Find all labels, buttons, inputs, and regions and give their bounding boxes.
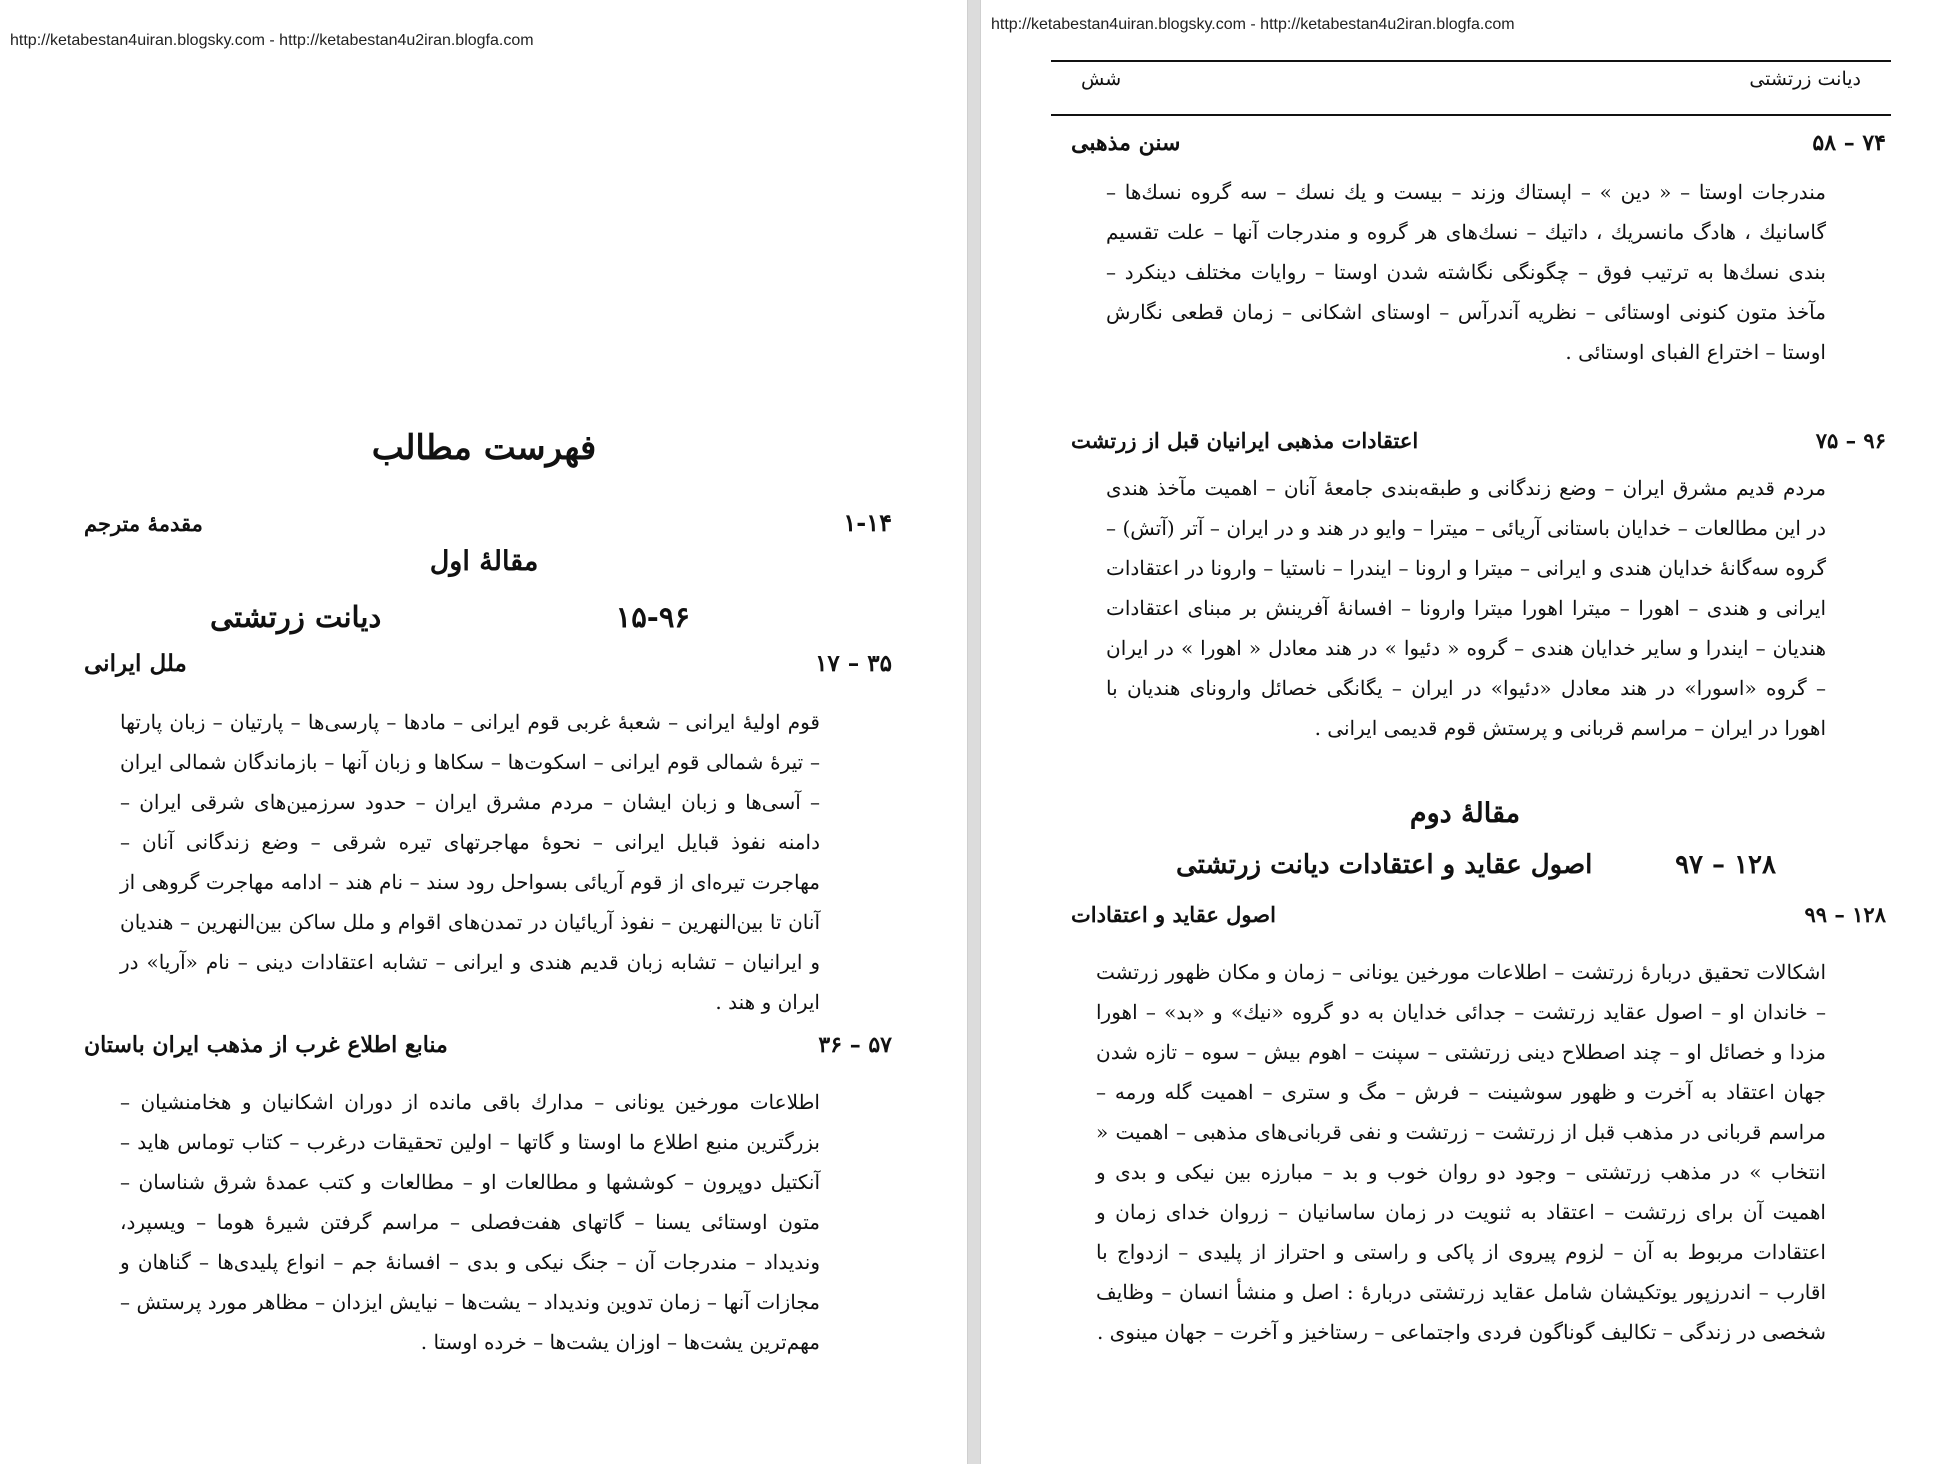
section-title: سنن مذهبی — [1071, 130, 1181, 156]
part-range: ۱۵-۹۶ — [615, 600, 690, 634]
section-entry — [1071, 902, 1886, 927]
article-heading: مقالهٔ دوم — [1409, 798, 1521, 829]
part-title: دیانت زرتشتی — [210, 600, 382, 634]
section-range: ۷۵ – ۹۶ — [1815, 428, 1886, 453]
header-rule-bottom — [1051, 114, 1891, 116]
preface-range: ۱-۱۴ — [843, 508, 892, 537]
section-summary: اشکالات تحقیق دربارهٔ زرتشت – اطلاعات مورخین یونانی – زمان و مکان ظهور زرتشت – خاندان او – اصول عقاید زرتشت – جدائی خدایان به دو گروه «نیك» و «بد» – اهورا مزدا و خصائل او – چند اصطلاح دینی زرتشتی – سپنت – اهوم بیش – سوه – تازه شدن جهان اعتقاد به آخرت و ظهور سوشینت – فرش – مگ و ستری – اهمیت گله ورمه – مراسم قربانی در مذهب قبل از زرتشت – زرتشت و نفی قربانی‌های مذهبی – اهمیت « انتخاب » در مذهب زرتشتی – وجود دو روان خوب و بد – مبارزه بین نیکی و بدی و اهمیت آن برای زرتشت – اعتقاد به ثنویت در زمان ساسانیان – زروان خدای زمان و اعتقادات مربوط به آن – لزوم پیروی از پاکی و راستی و احتراز از پلیدی – ازدواج با اقارب – اندرزپور یوتکیشان شامل عقاید زرتشتی دربارهٔ : اصل و منشأ انسان – وظایف شخصی در زندگی – تکالیف گوناگون فردی واجتماعی – رستاخیز و آخرت – جهان مینوی . — [1096, 960, 1826, 1344]
preface-title: مقدمهٔ مترجم — [84, 511, 203, 536]
section-summary: مندرجات اوستا – « دین » – اپستاك وزند – بیست و یك نسك – سه گروه نسك‌ها – گاسانیك ، هادگ مانسریك ، داتیك – نسك‌های هر گروه و مندرجات آنها – علت تقسیم بندی نسك‌ها به ترتیب فوق – چگونگی نگاشته شدن اوستا – روایات مختلف دینکرد – مآخذ متون کنونی اوستائی – نظریه آندرآس – اوستای اشکانی – زمان قطعی نگارش اوستا – اختراع الفبای اوستائی . — [1106, 180, 1826, 364]
section-range: ۵۸ – ۷۴ — [1812, 130, 1886, 156]
section-range: ۱۷ – ۳۵ — [815, 650, 892, 677]
section-range: ۳۶ – ۵۷ — [818, 1032, 892, 1058]
header-rule-top — [1051, 60, 1891, 62]
section-range: ۹۹ – ۱۲۸ — [1804, 902, 1886, 927]
running-title: دیانت زرتشتی — [1749, 68, 1861, 90]
section-entry — [1071, 130, 1886, 156]
part-range: ۹۷ – ۱۲۸ — [1675, 850, 1776, 880]
section-summary: اطلاعات مورخین یونانی – مدارك باقی مانده از دوران اشکانیان و هخامنشیان – بزرگترین منبع اطلاع ما اوستا و گاتها – اولین تحقیقات درغرب – کتاب توماس هاید – آنکتیل دوپرون – کوششها و مطالعات او – مطالعات و کتب عمدهٔ شرق شناسان – متون اوستائی یسنا – گاتهای هفت‌فصلی – مراسم گرفتن شیرهٔ هوما – ویسپرد، وندیداد – مندرجات آن – جنگ نیکی و بدی – افسانهٔ جم – انواع پلیدی‌ها – گناهان و مجازات آنها – زمان تدوین وندیداد – یشت‌ها – نیایش ایزدان – مظاهر مورد پرستش – مهم‌ترین یشت‌ها – اوزان یشت‌ها – خرده اوستا . — [120, 1090, 820, 1354]
watermark-url: http://ketabestan4uiran.blogsky.com - http://ketabestan4u2iran.blogfa.com — [10, 32, 534, 49]
toc-title: فهرست مطالب — [371, 428, 597, 468]
article-heading: مقالهٔ اول — [429, 546, 539, 577]
running-header — [1081, 68, 1861, 90]
section-title: اعتقادات مذهبی ایرانیان قبل از زرتشت — [1071, 428, 1419, 453]
preface-entry — [84, 508, 892, 537]
left-page — [0, 0, 968, 1464]
part-title: اصول عقاید و اعتقادات دیانت زرتشتی — [1176, 850, 1593, 880]
section-entry — [84, 1032, 892, 1058]
page-gutter — [968, 0, 980, 1464]
watermark-url: http://ketabestan4uiran.blogsky.com - http://ketabestan4u2iran.blogfa.com — [991, 16, 1515, 33]
right-page — [980, 0, 1948, 1464]
page-number: شش — [1081, 68, 1122, 90]
part-heading — [210, 600, 690, 634]
section-title: منابع اطلاع غرب از مذهب ایران باستان — [84, 1032, 448, 1058]
section-title: اصول عقاید و اعتقادات — [1071, 902, 1276, 927]
section-entry — [84, 650, 892, 677]
section-title: ملل ایرانی — [84, 650, 187, 677]
section-summary: قوم اولیهٔ ایرانی – شعبهٔ غربی قوم ایرانی – مادها – پارسی‌ها – پارتیان – زبان پارتها – تیرهٔ شمالی قوم ایرانی – اسکوت‌ها – سکاها و زبان آنها – بازماندگان شمالی ایران – آسی‌ها و زبان ایشان – مردم مشرق ایران – حدود سرزمین‌های شرقی ایران – دامنه نفوذ قبایل ایرانی – نحوهٔ مهاجرتهای تیره شرقی – وضع زندگانی آنان – مهاجرت تیره‌ای از قوم آریائی بسواحل رود سند – نام هند – ادامه مهاجرت گروهی از آنان تا بین‌النهرین – نفوذ آریائیان در تمدن‌های اقوام و ملل ساکن بین‌النهرین – هندیان و ایرانیان – تشابه زبان قدیم هندی و ایرانی – تشابه اعتقادات دینی – نام «آریا» در ایران و هند . — [120, 710, 820, 1014]
section-entry — [1071, 428, 1886, 453]
part-heading — [1176, 850, 1776, 880]
section-summary: مردم قدیم مشرق ایران – وضع زندگانی و طبقه‌بندی جامعهٔ آنان – اهمیت مآخذ هندی در این مطالعات – خدایان باستانی آریائی – میترا – وایو در هند و در ایران – آتر (آتش) – گروه سه‌گانهٔ خدایان هندی و ایرانی – میترا و ارونا – ایندرا – ناستیا – وارونا در اعتقادات ایرانی و هندی – اهورا – میترا اهورا میترا وارونا – افسانهٔ آفرینش بر مبنای اعتقادات هندیان – ایندرا و سایر خدایان هندی – گروه « دئیوا » در هند معادل « اهورا » در ایران – گروه «اسورا» در هند معادل «دئیوا» در ایران – یگانگی خصائل وارونای هندیان با اهورا در ایران – مراسم قربانی و پرستش قوم قدیمی ایرانی . — [1106, 476, 1826, 740]
